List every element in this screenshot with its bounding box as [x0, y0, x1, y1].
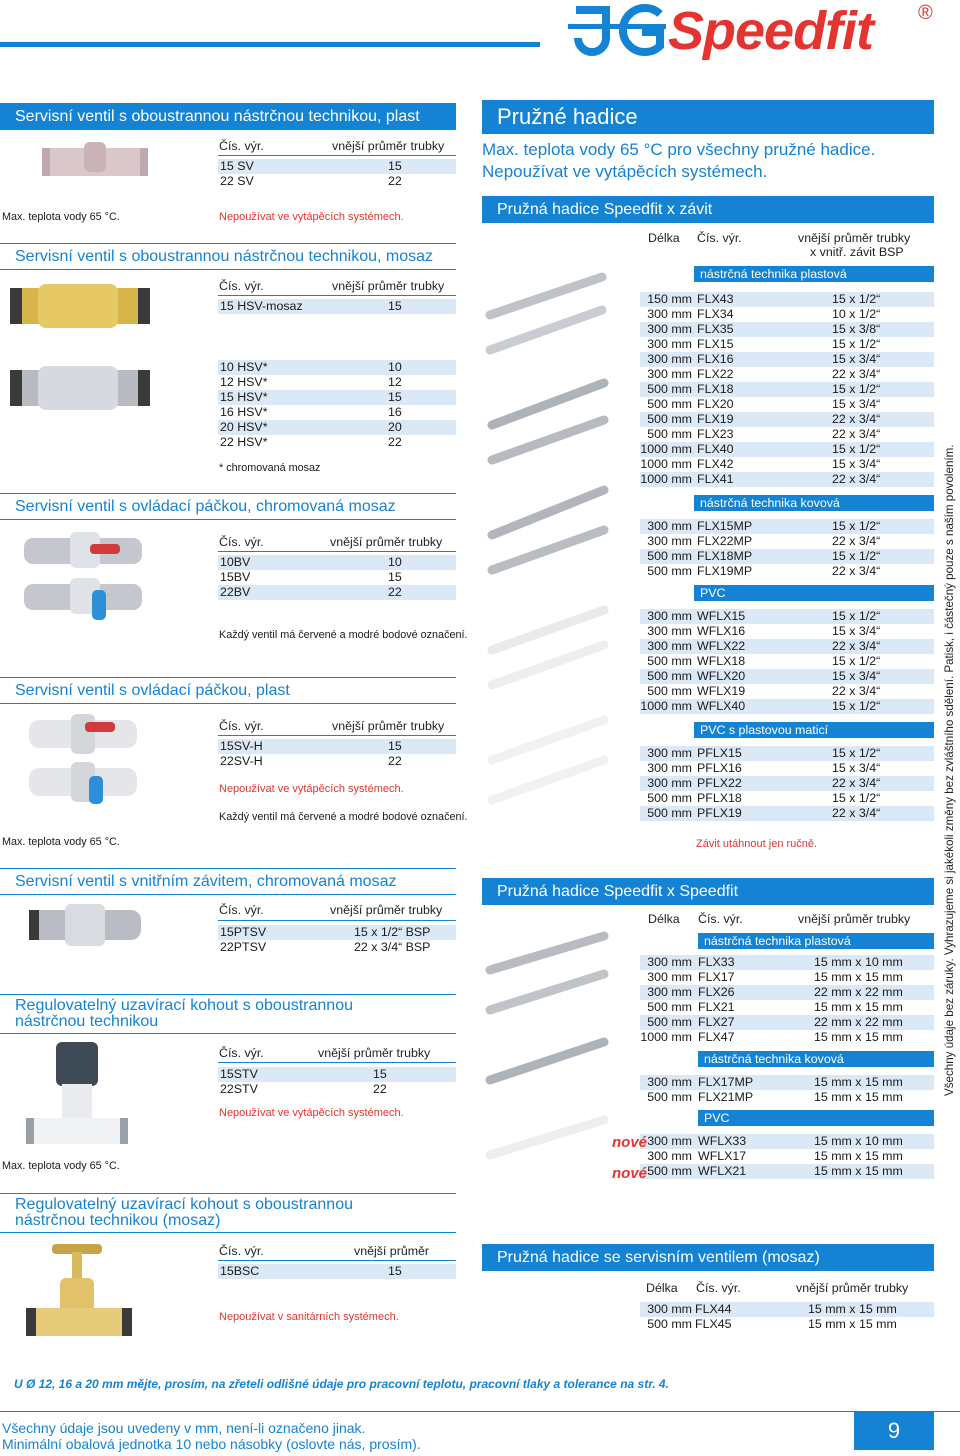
- table-cell: 15 x 3/4“: [832, 669, 881, 683]
- table-row: [640, 352, 934, 367]
- table-row: [640, 292, 934, 307]
- table-cell: 300 mm: [647, 746, 692, 760]
- brand-mark: ®: [918, 2, 933, 24]
- table-cell: 15 x 1/2“: [832, 791, 881, 805]
- table-cell: 1000 mm: [640, 699, 692, 713]
- product-image-stv: [22, 1040, 132, 1152]
- t1-group-metal: nástrčná technika kovová: [694, 495, 934, 511]
- table-cell: 10 x 1/2“: [832, 307, 881, 321]
- s4-warning: Nepoužívat ve vytápěcích systémech.: [219, 783, 404, 795]
- table-cell: FLX23: [697, 427, 734, 441]
- t3-header-length: Délka: [646, 1281, 678, 1295]
- hose-images-thread: [482, 255, 617, 845]
- table-cell: WFLX33: [698, 1134, 747, 1148]
- hose-images-speedfit: [482, 930, 617, 1180]
- t2-header-length: Délka: [648, 912, 680, 926]
- s7-rule: [218, 1260, 456, 1261]
- table-cell: 500 mm: [647, 549, 692, 563]
- table-row: [640, 746, 934, 761]
- table-cell: 15 mm x 15 mm: [814, 1030, 903, 1044]
- t1-header-length: Délka: [648, 231, 680, 245]
- s1-header-code: Čís. výr.: [219, 139, 264, 153]
- section-title-sv: Servisní ventil s oboustrannou nástrčnou technikou, plast: [0, 103, 456, 130]
- side-disclaimer: Všechny údaje bez záruky. Vyhrazujeme si jakékoli změny bez zvláštního sdělení. Patisk, i částečný pouze s naším povolením.: [943, 444, 956, 1096]
- table-row: 16 HSV* 16: [220, 405, 402, 419]
- s4-note: Každý ventil má červené a modré bodové označení.: [219, 811, 468, 823]
- table-row: 15BSC 15: [218, 1264, 456, 1279]
- table-cell: 300 mm: [647, 1149, 692, 1163]
- s7-table: [218, 1264, 456, 1279]
- s1-table: [218, 159, 456, 189]
- table-row: [640, 699, 934, 714]
- t1-header-code: Čís. výr.: [697, 231, 742, 245]
- page-number: 9: [854, 1412, 934, 1450]
- table-cell: 15 x 3/8“: [832, 322, 881, 336]
- table-cell: 1000 mm: [640, 1030, 692, 1044]
- table-cell: FLX16: [697, 352, 734, 366]
- table-row: [640, 1030, 934, 1045]
- table-cell: 15 mm x 15 mm: [808, 1317, 897, 1331]
- table-cell: 500 mm: [647, 684, 692, 698]
- table-row: [640, 654, 934, 669]
- table-row: [640, 669, 934, 684]
- table-cell: PFLX16: [697, 761, 742, 775]
- table-cell: 300 mm: [647, 307, 692, 321]
- table-row: [640, 307, 934, 322]
- table-row: [640, 1302, 934, 1317]
- table-cell: 15 x 1/2“: [832, 654, 881, 668]
- t1-group-pvc-nut: PVC s plastovou maticí: [694, 722, 934, 738]
- hose-warning-2: Nepoužívat ve vytápěcích systémech.: [482, 162, 768, 181]
- s4-header-code: Čís. výr.: [219, 719, 264, 733]
- table-row: [640, 337, 934, 352]
- s3-note: Každý ventil má červené a modré bodové označení.: [219, 629, 468, 641]
- table-cell: 22 mm x 22 mm: [814, 985, 903, 999]
- table-cell: 300 mm: [647, 1134, 692, 1148]
- table-cell: PFLX19: [697, 806, 742, 820]
- table-cell: 22 x 3/4“: [832, 684, 881, 698]
- table-cell: FLX21: [698, 1000, 735, 1014]
- new-badge-1: nové: [612, 1134, 648, 1151]
- table-cell: 300 mm: [647, 624, 692, 638]
- table-row: [640, 322, 934, 337]
- table-cell: 500 mm: [647, 564, 692, 578]
- section-title-flx-speedfit: Pružná hadice Speedfit x Speedfit: [482, 878, 934, 905]
- table-cell: 15 x 3/4“: [832, 397, 881, 411]
- section-title-stv: Regulovatelný uzavírací kohout s oboustrannou nástrčnou technikou: [0, 994, 456, 1034]
- s3-rule: [218, 551, 456, 552]
- table-cell: WFLX21: [698, 1164, 747, 1178]
- table-cell: 500 mm: [647, 1000, 692, 1014]
- new-badge-2: nové: [612, 1165, 648, 1182]
- table-row: [640, 382, 934, 397]
- s5-header-dia: vnější průměr trubky: [330, 903, 443, 917]
- s4-temp: Max. teplota vody 65 °C.: [2, 836, 120, 848]
- table-cell: 500 mm: [647, 1015, 692, 1029]
- table-cell: 300 mm: [647, 337, 692, 351]
- hose-warning-1: Max. teplota vody 65 °C pro všechny pružné hadice.: [482, 140, 876, 159]
- table-cell: WFLX15: [697, 609, 746, 623]
- table-row: [640, 624, 934, 639]
- table-cell: 300 mm: [647, 322, 692, 336]
- s3-header-code: Čís. výr.: [219, 535, 264, 549]
- table-cell: FLX35: [697, 322, 734, 336]
- table-cell: 300 mm: [647, 609, 692, 623]
- table-cell: 15 x 1/2“: [832, 292, 881, 306]
- table-cell: FLX21MP: [698, 1090, 754, 1104]
- table-cell: 15 x 3/4“: [832, 624, 881, 638]
- table-row: [640, 1090, 934, 1105]
- table-cell: 15 x 1/2“: [832, 699, 881, 713]
- table-cell: 15 x 3/4“: [832, 457, 881, 471]
- table-cell: PFLX22: [697, 776, 742, 790]
- t2-group-pvc: PVC: [698, 1110, 934, 1126]
- s6-header-dia: vnější průměr trubky: [318, 1046, 431, 1060]
- table-cell: 300 mm: [647, 352, 692, 366]
- table-cell: 22 x 3/4“: [832, 412, 881, 426]
- s7-header-dia: vnější průměr: [354, 1244, 430, 1258]
- table-cell: WFLX20: [697, 669, 746, 683]
- table-cell: 22 x 3/4“: [832, 427, 881, 441]
- table-cell: FLX22: [697, 367, 734, 381]
- footer-line-2: Minimální obalová jednotka 10 nebo násobky (oslovte nás, prosím).: [2, 1436, 421, 1452]
- table-cell: FLX43: [697, 292, 734, 306]
- table-cell: FLX47: [698, 1030, 735, 1044]
- s2-rule: [218, 295, 456, 296]
- s2-table-b: [218, 360, 456, 450]
- header-rule: [0, 42, 540, 47]
- table-row: [640, 761, 934, 776]
- t2-table-pvc: [640, 1134, 934, 1179]
- table-row: [640, 1075, 934, 1090]
- t3-header-code: Čís. výr.: [696, 1281, 741, 1295]
- table-row: 10BV 10: [218, 555, 456, 570]
- table-cell: 300 mm: [647, 955, 692, 969]
- s2-table-a: [218, 299, 456, 314]
- table-cell: 300 mm: [647, 970, 692, 984]
- footer-line-1: Všechny údaje jsou uvedeny v mm, není-li označeno jinak.: [2, 1420, 366, 1436]
- table-cell: 22 x 3/4“: [832, 534, 881, 548]
- table-cell: 500 mm: [647, 412, 692, 426]
- s1-rule: [218, 155, 456, 156]
- table-cell: 22 x 3/4“: [832, 367, 881, 381]
- table-cell: 22 x 3/4“: [832, 806, 881, 820]
- table-cell: 22 x 3/4“: [832, 639, 881, 653]
- table-row: 22 SV 22: [220, 174, 402, 188]
- table-row: [640, 776, 934, 791]
- table-cell: 500 mm: [647, 1090, 692, 1104]
- s5-rule: [218, 920, 456, 921]
- s2-header-code: Čís. výr.: [219, 279, 264, 293]
- s3-table: [218, 555, 456, 600]
- product-image-bsc: [22, 1238, 137, 1350]
- section-title-flx-thread: Pružná hadice Speedfit x závit: [482, 196, 934, 223]
- table-row: [640, 639, 934, 654]
- table-row: [640, 472, 934, 487]
- table-cell: FLX18MP: [697, 549, 753, 563]
- s1-warning: Nepoužívat ve vytápěcích systémech.: [219, 211, 404, 223]
- table-cell: 300 mm: [647, 639, 692, 653]
- table-row: [640, 1015, 934, 1030]
- table-row: [640, 519, 934, 534]
- s4-rule: [218, 735, 456, 736]
- table-row: [640, 427, 934, 442]
- table-cell: FLX42: [697, 457, 734, 471]
- product-image-ptsv: [25, 900, 145, 952]
- footer-rule: [0, 1411, 960, 1412]
- section-title-ptsv: Servisní ventil s vnitřním závitem, chromovaná mosaz: [0, 868, 456, 895]
- table-cell: 15 x 1/2“: [832, 609, 881, 623]
- table-row: [640, 412, 934, 427]
- table-cell: 1000 mm: [640, 472, 692, 486]
- s6-temp: Max. teplota vody 65 °C.: [2, 1160, 120, 1172]
- table-cell: 15 x 1/2“: [832, 382, 881, 396]
- brand-logo: [568, 1, 958, 62]
- table-cell: 300 mm: [647, 1075, 692, 1089]
- s1-header-dia: vnější průměr trubky: [332, 139, 445, 153]
- table-row: 22BV 22: [218, 585, 456, 600]
- table-cell: 500 mm: [647, 427, 692, 441]
- jg-logo-icon: [568, 4, 668, 60]
- section-title-flx-service: Pružná hadice se servisním ventilem (mosaz): [482, 1244, 934, 1271]
- table-row: 15 HSV* 15: [218, 390, 456, 405]
- table-row: 22STV 22: [220, 1082, 387, 1096]
- t3-header-dia: vnější průměr trubky: [796, 1281, 909, 1295]
- table-cell: PFLX15: [697, 746, 742, 760]
- table-cell: FLX41: [697, 472, 734, 486]
- table-cell: WFLX19: [697, 684, 746, 698]
- table-cell: 15 mm x 15 mm: [814, 1075, 903, 1089]
- table-cell: 500 mm: [647, 654, 692, 668]
- table-cell: 15 mm x 15 mm: [814, 1090, 903, 1104]
- table-cell: FLX33: [698, 955, 735, 969]
- table-row: [640, 791, 934, 806]
- table-cell: FLX40: [697, 442, 734, 456]
- t1-table-pvc: [640, 609, 934, 714]
- table-cell: WFLX17: [698, 1149, 747, 1163]
- table-cell: WFLX22: [697, 639, 746, 653]
- table-cell: 22 x 3/4“: [832, 564, 881, 578]
- s2-header-dia: vnější průměr trubky: [332, 279, 445, 293]
- table-cell: WFLX40: [697, 699, 746, 713]
- table-row: [640, 564, 934, 579]
- footnote: U Ø 12, 16 a 20 mm mějte, prosím, na zřeteli odlišné údaje pro pracovní teplotu, pracovní tlaky a tolerance na str. 4.: [14, 1377, 669, 1391]
- table-row: [640, 1149, 934, 1164]
- s6-header-code: Čís. výr.: [219, 1046, 264, 1060]
- table-cell: FLX26: [698, 985, 735, 999]
- t1-header-thread: x vnitř. závit BSP: [810, 245, 904, 259]
- s2-footnote: * chromovaná mosaz: [219, 462, 321, 474]
- table-row: 15SV-H 15: [218, 739, 456, 754]
- t1-table-plastic: [640, 292, 934, 487]
- table-cell: FLX18: [697, 382, 734, 396]
- table-cell: 15 mm x 15 mm: [814, 1149, 903, 1163]
- table-cell: FLX19: [697, 412, 734, 426]
- table-row: [640, 457, 934, 472]
- table-row: [640, 442, 934, 457]
- table-row: 15STV 15: [218, 1067, 456, 1082]
- table-cell: 300 mm: [647, 985, 692, 999]
- table-cell: 300 mm: [647, 1302, 692, 1316]
- table-row: [640, 1164, 934, 1179]
- product-image-hsv-chrome: [8, 362, 153, 416]
- s4-table: [218, 739, 456, 769]
- table-cell: 22 x 3/4“: [832, 776, 881, 790]
- product-image-hsv-brass: [8, 280, 153, 334]
- table-cell: FLX34: [697, 307, 734, 321]
- table-row: [640, 1134, 934, 1149]
- table-row: 22PTSV 22 x 3/4“ BSP: [220, 940, 431, 954]
- table-cell: FLX17: [698, 970, 735, 984]
- table-cell: 300 mm: [647, 776, 692, 790]
- s1-temp: Max. teplota vody 65 °C.: [2, 211, 120, 223]
- table-row: 10 HSV* 10: [218, 360, 456, 375]
- section-title-svh: Servisní ventil s ovládací páčkou, plast: [0, 677, 456, 704]
- table-cell: PFLX18: [697, 791, 742, 805]
- table-cell: 1000 mm: [640, 457, 692, 471]
- s5-table: [218, 925, 456, 955]
- table-cell: 500 mm: [647, 1164, 692, 1178]
- table-cell: 15 x 1/2“: [832, 442, 881, 456]
- table-cell: 500 mm: [647, 806, 692, 820]
- table-row: [640, 534, 934, 549]
- table-cell: 15 x 1/2“: [832, 337, 881, 351]
- table-row: 15PTSV 15 x 1/2“ BSP: [218, 925, 456, 940]
- table-cell: 15 x 3/4“: [832, 761, 881, 775]
- table-cell: 15 x 1/2“: [832, 549, 881, 563]
- table-cell: 500 mm: [647, 397, 692, 411]
- section-title-bv: Servisní ventil s ovládací páčkou, chromovaná mosaz: [0, 493, 456, 520]
- table-cell: 15 x 3/4“: [832, 352, 881, 366]
- t1-table-pvc-nut: [640, 746, 934, 821]
- table-cell: 500 mm: [647, 669, 692, 683]
- t1-group-plastic: nástrčná technika plastová: [694, 266, 934, 282]
- table-cell: 300 mm: [647, 761, 692, 775]
- t2-group-plastic: nástrčná technika plastová: [698, 933, 934, 949]
- table-row: [640, 955, 934, 970]
- table-cell: FLX20: [697, 397, 734, 411]
- table-cell: 500 mm: [647, 1317, 692, 1331]
- table-row: [640, 549, 934, 564]
- product-image-sv: [40, 138, 150, 184]
- product-image-bv: [20, 528, 145, 624]
- table-cell: 15 x 1/2“: [832, 519, 881, 533]
- s4-header-dia: vnější průměr trubky: [332, 719, 445, 733]
- table-cell: FLX22MP: [697, 534, 753, 548]
- s6-warning: Nepoužívat ve vytápěcích systémech.: [219, 1107, 404, 1119]
- s6-table: [218, 1067, 456, 1097]
- table-cell: FLX27: [698, 1015, 735, 1029]
- t1-group-pvc: PVC: [694, 585, 934, 601]
- table-row: 15BV 15: [220, 570, 402, 584]
- table-cell: WFLX18: [697, 654, 746, 668]
- table-cell: FLX15: [697, 337, 734, 351]
- table-row: [640, 1000, 934, 1015]
- t2-header-code: Čís. výr.: [698, 912, 743, 926]
- table-cell: 500 mm: [647, 791, 692, 805]
- table-cell: 15 mm x 15 mm: [814, 1164, 903, 1178]
- table-row: [640, 806, 934, 821]
- table-row: 12 HSV* 12: [220, 375, 402, 389]
- table-row: [640, 609, 934, 624]
- t1-table-metal: [640, 519, 934, 579]
- table-cell: 15 x 1/2“: [832, 746, 881, 760]
- t1-warning: Závit utáhnout jen ručně.: [696, 838, 818, 850]
- table-cell: 22 x 3/4“: [832, 472, 881, 486]
- table-cell: 15 mm x 10 mm: [814, 955, 903, 969]
- table-cell: 15 mm x 15 mm: [808, 1302, 897, 1316]
- table-row: [640, 985, 934, 1000]
- t2-table-metal: [640, 1075, 934, 1105]
- table-row: 15 HSV-mosaz 15: [218, 299, 456, 314]
- section-title-bsc: Regulovatelný uzavírací kohout s oboustrannou nástrčnou technikou (mosaz): [0, 1193, 456, 1233]
- s3-header-dia: vnější průměr trubky: [330, 535, 443, 549]
- section-title-hsv: Servisní ventil s oboustrannou nástrčnou technikou, mosaz: [0, 243, 456, 270]
- table-cell: 300 mm: [647, 519, 692, 533]
- table-cell: 300 mm: [647, 534, 692, 548]
- table-cell: 15 mm x 10 mm: [814, 1134, 903, 1148]
- table-cell: 150 mm: [647, 292, 692, 306]
- table-row: 15 SV 15: [218, 159, 456, 174]
- table-cell: 300 mm: [647, 367, 692, 381]
- s7-header-code: Čís. výr.: [219, 1244, 264, 1258]
- table-row: [640, 970, 934, 985]
- table-cell: FLX19MP: [697, 564, 753, 578]
- brand-name: Speedfit: [668, 1, 874, 61]
- table-cell: 500 mm: [647, 382, 692, 396]
- table-row: [640, 684, 934, 699]
- table-row: [640, 397, 934, 412]
- table-cell: 22 mm x 22 mm: [814, 1015, 903, 1029]
- table-row: [640, 1317, 934, 1332]
- table-cell: FLX17MP: [698, 1075, 754, 1089]
- table-cell: 1000 mm: [640, 442, 692, 456]
- table-cell: FLX15MP: [697, 519, 753, 533]
- s6-rule: [218, 1062, 456, 1063]
- table-cell: FLX44: [695, 1302, 732, 1316]
- table-row: 22SV-H 22: [220, 754, 402, 768]
- t2-group-metal: nástrčná technika kovová: [698, 1051, 934, 1067]
- t3-table: [640, 1302, 934, 1332]
- table-cell: FLX45: [695, 1317, 732, 1331]
- table-cell: 15 mm x 15 mm: [814, 970, 903, 984]
- product-image-svh: [25, 712, 140, 810]
- table-cell: WFLX16: [697, 624, 746, 638]
- table-cell: 15 mm x 15 mm: [814, 1000, 903, 1014]
- s7-warning: Nepoužívat v sanitárních systémech.: [219, 1311, 399, 1323]
- t2-table-plastic: [640, 955, 934, 1045]
- table-row: [640, 367, 934, 382]
- page-title: Pružné hadice: [482, 100, 934, 134]
- table-row: 20 HSV* 20: [218, 420, 456, 435]
- table-row: 22 HSV* 22: [220, 435, 402, 449]
- t2-header-dia: vnější průměr trubky: [798, 912, 911, 926]
- s5-header-code: Čís. výr.: [219, 903, 264, 917]
- t1-header-dia: vnější průměr trubky: [798, 231, 911, 245]
